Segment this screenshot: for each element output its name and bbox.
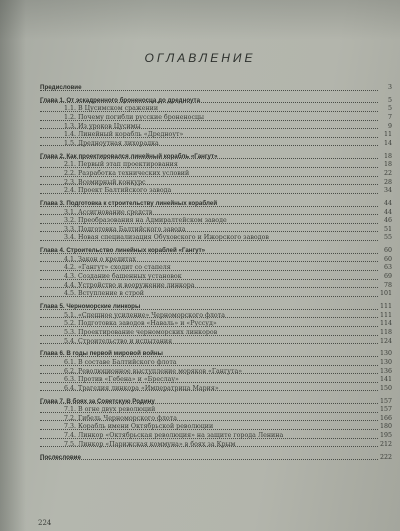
toc-section-title: 5.3. Проектирование черноморских линкоров bbox=[64, 328, 218, 336]
toc-section-title: 6.4. Трагедия линкора «Императрица Мария» bbox=[64, 384, 219, 392]
toc-page-number: 101 bbox=[380, 290, 393, 298]
toc-section-title: 1.3. Из уроков Цусимы bbox=[64, 122, 141, 130]
toc-section-row bbox=[40, 368, 392, 377]
toc-chapter-row bbox=[40, 350, 392, 359]
toc-chapter-title: Глава 1. От эскадренного броненосца до дредноута bbox=[40, 96, 201, 104]
toc-page-number: 14 bbox=[383, 139, 392, 147]
toc-page-number: 166 bbox=[380, 414, 393, 422]
toc-page-number: 34 bbox=[383, 187, 392, 195]
toc-chapter-row bbox=[40, 84, 392, 93]
toc-page-number: 222 bbox=[380, 453, 393, 461]
toc-page-number: 51 bbox=[383, 225, 392, 233]
toc-section-row bbox=[40, 105, 392, 114]
toc-page-number: 28 bbox=[383, 178, 392, 186]
toc-section-row bbox=[40, 359, 392, 368]
toc-section-title: 1.1. В Цусимском сражении bbox=[64, 105, 159, 113]
toc-page-number: 136 bbox=[380, 367, 393, 375]
toc-page-number: 141 bbox=[380, 376, 393, 384]
toc-section-title: 2.3. Всемирный конкурс bbox=[64, 178, 146, 186]
toc-page-number: 111 bbox=[380, 303, 393, 311]
toc-section-title: 4.4. Устройство и вооружение линкора bbox=[64, 281, 195, 289]
toc-page-number: 78 bbox=[383, 281, 392, 289]
toc-section-title: 4.1. Закон о кредитах bbox=[64, 255, 136, 263]
toc-page-number: 7 bbox=[387, 114, 392, 122]
page-number: 224 bbox=[38, 519, 52, 527]
toc-section-title: 7.2. Гибель Черноморского флота bbox=[64, 414, 177, 422]
toc-page-number: 195 bbox=[380, 432, 393, 440]
toc-chapter-title: Предисловие bbox=[40, 84, 82, 91]
toc-section-row bbox=[40, 234, 392, 243]
toc-section-title: 6.3. Против «Гебена» и «Бреслау» bbox=[64, 376, 179, 384]
toc-section-row bbox=[40, 123, 392, 132]
toc-page-number: 150 bbox=[380, 384, 393, 392]
toc-page-number: 212 bbox=[380, 440, 393, 448]
toc-section-row bbox=[40, 217, 392, 226]
toc-section-row bbox=[40, 187, 392, 196]
toc-section-title: 2.4. Проект Балтийского завода bbox=[64, 187, 172, 195]
toc-section-row bbox=[40, 423, 392, 432]
toc-section-title: 5.1. «Спешное усиление» Черноморского флота bbox=[64, 311, 225, 319]
toc-chapter-row bbox=[40, 398, 392, 407]
toc-page-number: 63 bbox=[383, 264, 392, 272]
toc-section-row bbox=[40, 406, 392, 415]
toc-section-row bbox=[40, 282, 392, 291]
toc-section-title: 7.5. Линкор «Парижская коммуна» в боях за Крым bbox=[64, 440, 236, 448]
toc-section-row bbox=[40, 385, 392, 394]
toc-section-row bbox=[40, 329, 392, 338]
toc-chapter-row bbox=[40, 247, 392, 256]
toc-section-row bbox=[40, 170, 392, 179]
toc-page-number: 114 bbox=[380, 320, 393, 328]
toc-section-title: 4.2. «Гангут» сходит со стапеля bbox=[64, 264, 171, 272]
toc-chapter-title: Глава 3. Подготовка к строительству линейных кораблей bbox=[40, 200, 218, 208]
toc-page-number: 44 bbox=[383, 200, 392, 208]
toc-section-title: 2.1. Первый этап проектирования bbox=[64, 161, 178, 169]
toc-chapter-title: Глава 2. Как проектировался линейный корабль «Гангут» bbox=[40, 152, 218, 160]
toc-section-title: 5.4. Строительство и испытания bbox=[64, 337, 173, 345]
page-shadow-top bbox=[0, 0, 400, 40]
toc-chapter-title: Глава 7. В боях за Советскую Родину bbox=[40, 397, 155, 405]
toc-section-title: 3.1. Ассигнование средств bbox=[64, 208, 153, 216]
toc-section-row bbox=[40, 161, 392, 170]
toc-page-number: 5 bbox=[387, 96, 392, 104]
toc-section-title: 6.1. В составе Балтийского флота bbox=[64, 359, 177, 366]
toc-section-row bbox=[40, 441, 392, 450]
toc-page-number: 18 bbox=[383, 161, 392, 169]
table-of-contents bbox=[40, 84, 392, 462]
toc-section-row bbox=[40, 140, 392, 149]
toc-page-number: 111 bbox=[380, 311, 393, 319]
toc-page-number: 46 bbox=[383, 217, 392, 225]
toc-section-title: 4.3. Создание башенных установок bbox=[64, 273, 182, 281]
toc-section-title: 5.2. Подготовка заводов «Наваль» и «Руссуд» bbox=[64, 320, 217, 328]
toc-page-number: 69 bbox=[383, 273, 392, 281]
toc-section-title: 3.2. Преобразования на Адмиралтейском заводе bbox=[64, 217, 227, 225]
toc-chapter-title: Глава 6. В годы первой мировой войны bbox=[40, 350, 163, 358]
toc-section-row bbox=[40, 290, 392, 299]
page-title: ОГЛАВЛЕНИЕ bbox=[144, 51, 256, 65]
dot-leader bbox=[40, 459, 378, 460]
toc-section-row bbox=[40, 179, 392, 188]
toc-page-number: 157 bbox=[380, 406, 393, 414]
toc-page-number: 9 bbox=[387, 122, 392, 130]
toc-section-row bbox=[40, 376, 392, 385]
toc-section-title: 1.5. Дредноутная лихорадка bbox=[64, 139, 159, 147]
toc-page-number: 11 bbox=[383, 131, 392, 139]
page-shadow-left bbox=[0, 0, 26, 531]
toc-chapter-row bbox=[40, 200, 392, 209]
toc-section-row bbox=[40, 131, 392, 140]
toc-section-title: 7.1. В огне двух революций bbox=[64, 406, 156, 414]
toc-section-row bbox=[40, 320, 392, 329]
toc-page-number: 157 bbox=[380, 397, 393, 405]
toc-chapter-row bbox=[40, 303, 392, 312]
toc-section-title: 6.2. Революционное выступление моряков «Гангута» bbox=[64, 367, 243, 375]
toc-page-number: 124 bbox=[380, 337, 393, 345]
toc-page-number: 44 bbox=[383, 208, 392, 216]
toc-page-number: 130 bbox=[380, 350, 393, 358]
toc-section-title: 7.3. Корабль имени Октябрьской революции bbox=[64, 423, 214, 431]
toc-section-row bbox=[40, 432, 392, 441]
toc-chapter-title: Послесловие bbox=[40, 453, 81, 461]
toc-section-row bbox=[40, 273, 392, 282]
toc-chapter-row bbox=[40, 454, 392, 463]
toc-section-row bbox=[40, 209, 392, 218]
toc-section-title: 3.4. Новая специализация Обуховского и Ижорского заводов bbox=[64, 234, 269, 242]
toc-chapter-title: Глава 5. Черноморские линкоры bbox=[40, 303, 141, 311]
toc-page-number: 118 bbox=[380, 328, 393, 336]
toc-page-number: 130 bbox=[380, 359, 393, 366]
toc-section-title: 1.4. Линейный корабль «Дредноут» bbox=[64, 131, 184, 139]
toc-section-title: 1.2. Почему погибли русские броненосцы bbox=[64, 114, 205, 122]
toc-page-number: 18 bbox=[383, 152, 392, 160]
toc-page-number: 55 bbox=[383, 234, 392, 242]
toc-section-row bbox=[40, 264, 392, 273]
toc-page-number: 5 bbox=[387, 105, 392, 113]
toc-section-row bbox=[40, 338, 392, 347]
toc-section-row bbox=[40, 114, 392, 123]
toc-page-number: 60 bbox=[383, 255, 392, 263]
toc-section-title: 7.4. Линкор «Октябрьская революция» на защите города Ленина bbox=[64, 432, 284, 440]
toc-section-title: 2.2. Разработка технических условий bbox=[64, 169, 190, 177]
toc-page-number: 60 bbox=[383, 247, 392, 255]
toc-section-title: 4.5. Вступление в строй bbox=[64, 290, 144, 298]
toc-page-number: 3 bbox=[387, 84, 392, 91]
toc-chapter-title: Глава 4. Строительство линейных кораблей «Гангут» bbox=[40, 247, 206, 255]
toc-page-number: 22 bbox=[383, 169, 392, 177]
toc-section-title: 3.3. Подготовка Балтийского завода bbox=[64, 225, 186, 233]
dot-leader bbox=[40, 90, 378, 91]
toc-page-number: 180 bbox=[380, 423, 393, 431]
